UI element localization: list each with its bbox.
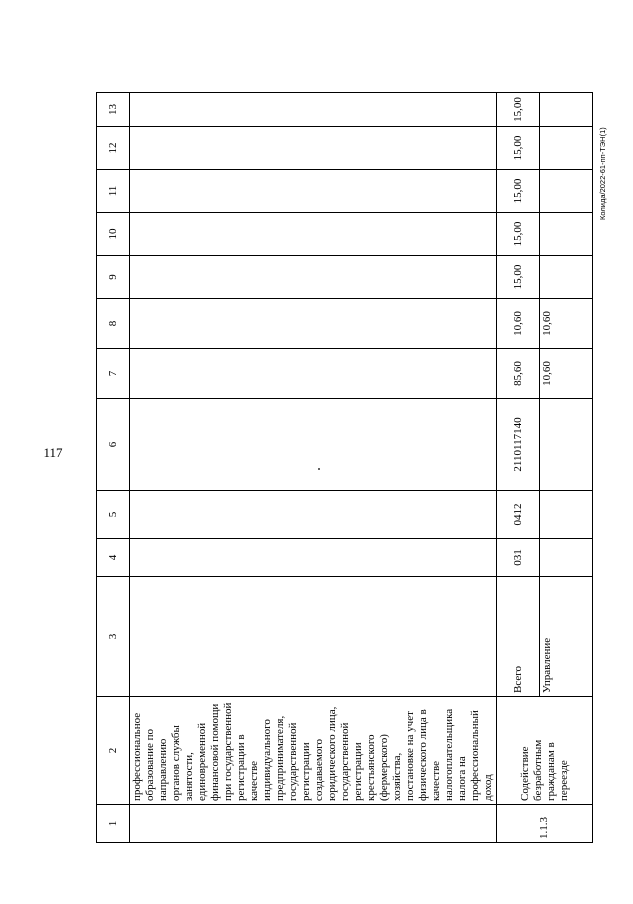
table-cell <box>130 577 497 697</box>
header-cell: 12 <box>97 127 130 170</box>
rotated-table-page <box>96 93 570 843</box>
table-cell <box>130 539 497 577</box>
value-cell: 10,60 <box>497 299 540 349</box>
header-row <box>97 93 130 843</box>
header-cell: 3 <box>97 577 130 697</box>
header-cell: 13 <box>97 93 130 127</box>
value-cell: 15,00 <box>497 93 540 127</box>
total-label: Всего <box>497 577 540 697</box>
header-cell: 1 <box>97 805 130 843</box>
table-cell <box>540 170 593 213</box>
csr-code: 2110117140 <box>497 399 540 491</box>
table-cell <box>540 256 593 299</box>
header-cell: 8 <box>97 299 130 349</box>
table-cell <box>540 539 593 577</box>
table-cell <box>130 93 497 127</box>
table-cell <box>130 491 497 539</box>
value-cell: 10,60 <box>540 299 593 349</box>
row-code: 1.1.3 <box>497 805 593 843</box>
table-cell <box>130 170 497 213</box>
header-cell: 4 <box>97 539 130 577</box>
table-cell <box>540 93 593 127</box>
header-cell: 9 <box>97 256 130 299</box>
table-cell <box>130 399 497 491</box>
table-cell <box>130 349 497 399</box>
table-cell <box>540 213 593 256</box>
rzpr-code: 0412 <box>497 491 540 539</box>
value-cell: 15,00 <box>497 213 540 256</box>
budget-table <box>96 92 593 843</box>
measure-name: Содействие безработным гражданам в переезде <box>497 697 593 805</box>
document-stamp: Колида/2022-61-пп-ТЭН(1) <box>598 127 607 220</box>
value-cell: 15,00 <box>497 170 540 213</box>
table-cell <box>540 127 593 170</box>
page-number: 117 <box>43 445 63 460</box>
table-cell <box>130 299 497 349</box>
measure-description: профессиональное образование по направлению органов службы занятости, единовременной финансовой помощи при государственной регистрации в качестве индивидуального предпринимателя, государственной регистрации создаваемого юридического лица, государственной регистрации крестьянского (фермерского) хозяйства, постановке на учет физического лица в качестве налогоплательщика налога на профессиональный доход <box>130 697 497 805</box>
table-row-continued <box>130 93 497 843</box>
table-cell <box>130 256 497 299</box>
table-row-total <box>497 93 540 843</box>
table-cell <box>130 213 497 256</box>
value-cell: 15,00 <box>497 127 540 170</box>
header-cell: 11 <box>97 170 130 213</box>
executor-label: Управление <box>540 577 593 697</box>
table-cell <box>540 399 593 491</box>
table-cell <box>540 491 593 539</box>
value-cell: 10,60 <box>540 349 593 399</box>
header-cell: 7 <box>97 349 130 399</box>
header-cell: 6 <box>97 399 130 491</box>
value-cell: 85,60 <box>497 349 540 399</box>
header-cell: 10 <box>97 213 130 256</box>
grbs-code: 031 <box>497 539 540 577</box>
table-cell <box>130 127 497 170</box>
table-cell <box>130 805 497 843</box>
header-cell: 5 <box>97 491 130 539</box>
header-cell: 2 <box>97 697 130 805</box>
value-cell: 15,00 <box>497 256 540 299</box>
